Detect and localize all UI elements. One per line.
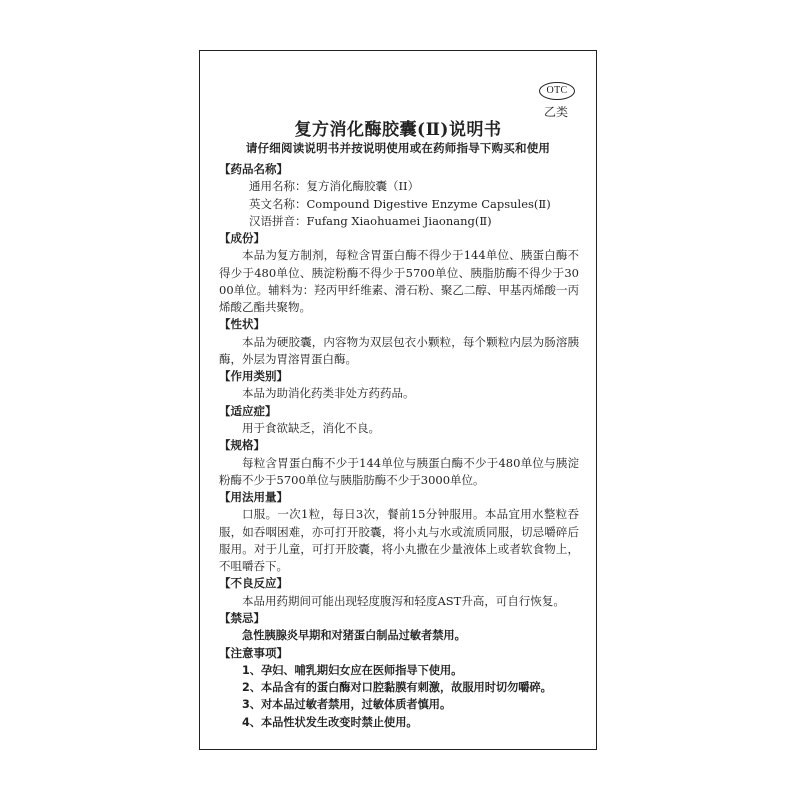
section-heading-contraindications: 【禁忌】 — [219, 610, 265, 625]
document-title: 复方消化酶胶囊(Ⅱ)说明书 — [294, 120, 502, 140]
precaution-item: 1、孕妇、哺乳期妇女应在医师指导下使用。 — [242, 663, 463, 677]
common-name: 通用名称：复方消化酶胶囊（II） — [249, 179, 420, 194]
leaflet-content — [219, 161, 579, 731]
section-heading-precautions: 【注意事项】 — [219, 645, 288, 660]
contraindications-text: 急性胰腺炎早期和对猪蛋白制品过敏者禁用。 — [242, 629, 466, 643]
section-heading-adverse-reactions: 【不良反应】 — [219, 576, 288, 591]
section-heading-specification: 【规格】 — [219, 438, 265, 453]
otc-category-label: 乙类 — [544, 105, 569, 119]
ingredients-text: 本品为复方制剂，每粒含胃蛋白酶不得少于144单位、胰蛋白酶不得少于480单位、胰淀粉酶不得少于5700单位、胰脂肪酶不得少于3000单位。辅料为：羟丙甲纤维素、滑石粉、聚乙二醇、甲基丙烯酸一丙烯酸乙酯共聚物。 — [219, 248, 579, 315]
english-name: 英文名称：Compound Digestive Enzyme Capsules(Ⅱ) — [249, 196, 551, 211]
precaution-item: 4、本品性状发生改变时禁止使用。 — [242, 715, 418, 729]
drug-leaflet — [199, 50, 597, 750]
section-heading-ingredients: 【成份】 — [219, 231, 265, 246]
dosage-text: 口服。一次1粒，每日3次，餐前15分钟服用。本品宜用水整粒吞服，如吞咽困难，亦可打开胶囊，将小丸与水或流质同服，切忌嚼碎后服用。对于儿童，可打开胶囊，将小丸撒在少量液体上或者软食物上，不咀嚼吞下。 — [219, 507, 579, 574]
document-subtitle: 请仔细阅读说明书并按说明使用或在药师指导下购买和使用 — [245, 141, 551, 155]
section-heading-description: 【性状】 — [219, 317, 265, 332]
precaution-item: 3、对本品过敏者禁用，过敏体质者慎用。 — [242, 698, 452, 712]
section-heading-drug-name: 【药品名称】 — [219, 162, 288, 176]
category-text: 本品为助消化药类非处方药药品。 — [242, 386, 415, 401]
indications-text: 用于食欲缺乏，消化不良。 — [242, 421, 380, 436]
specification-text: 每粒含胃蛋白酶不少于144单位与胰蛋白酶不少于480单位与胰淀粉酶不少于5700单位与胰脂肪酶不少于3000单位。 — [219, 455, 579, 487]
section-heading-dosage: 【用法用量】 — [219, 490, 288, 505]
pinyin-name: 汉语拼音：Fufang Xiaohuamei Jiaonang(Ⅱ) — [249, 213, 492, 228]
adverse-reactions-text: 本品用药期间可能出现轻度腹泻和轻度AST升高，可自行恢复。 — [242, 593, 565, 608]
section-heading-category: 【作用类别】 — [219, 369, 288, 384]
precaution-item: 2、本品含有的蛋白酶对口腔黏膜有刺激，故服用时切勿嚼碎。 — [242, 681, 552, 695]
otc-badge: OTC — [539, 82, 575, 100]
description-text: 本品为硬胶囊，内容物为双层包衣小颗粒，每个颗粒内层为肠溶胰酶，外层为胃溶胃蛋白酶。 — [219, 334, 579, 366]
section-heading-indications: 【适应症】 — [219, 403, 277, 418]
